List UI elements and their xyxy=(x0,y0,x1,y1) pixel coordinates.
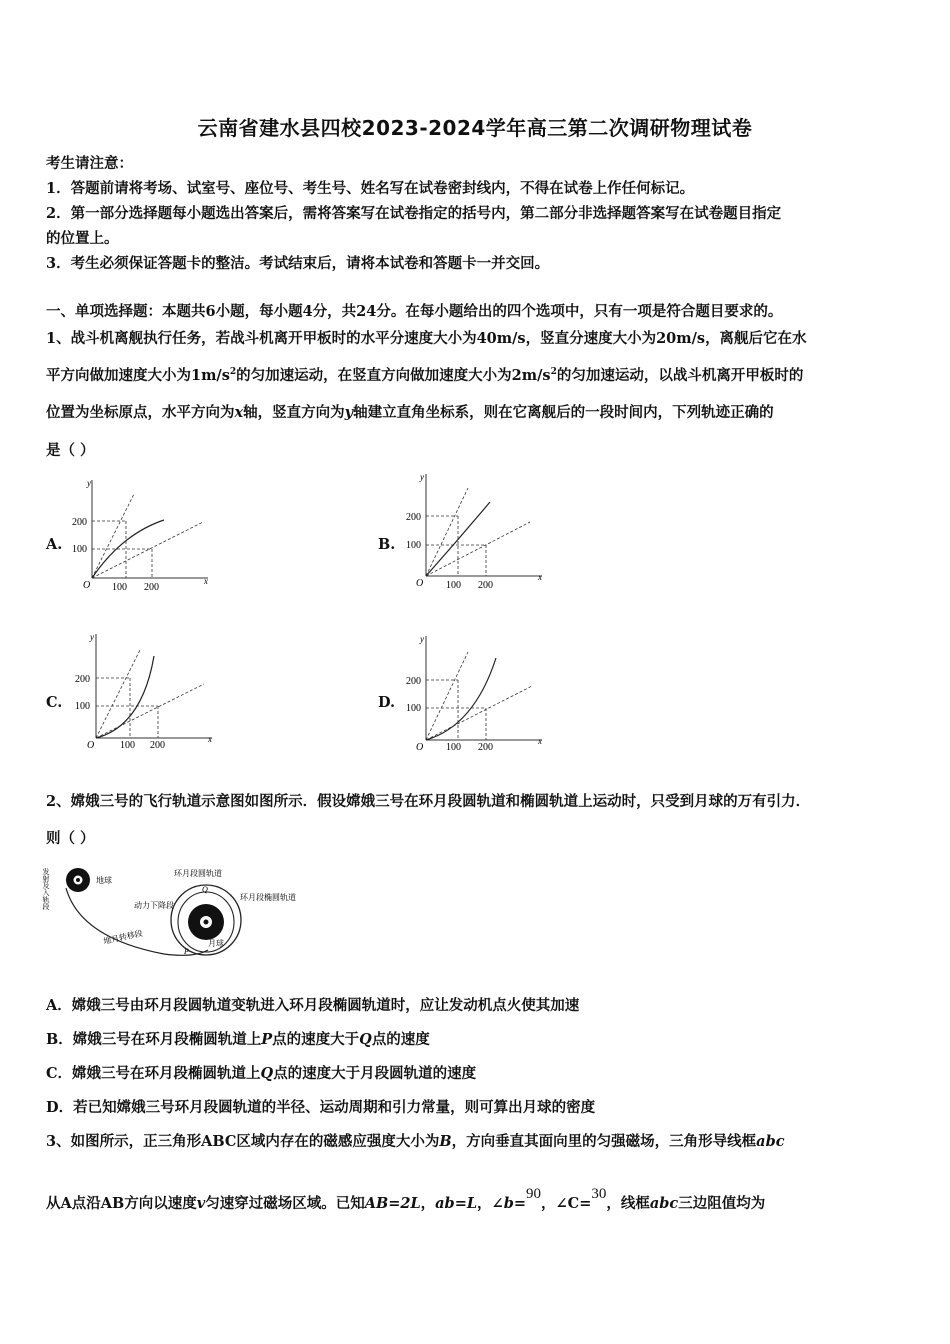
q1-graph-c xyxy=(75,630,218,754)
q2-line-2: 则（ ） xyxy=(46,830,95,847)
x-axis-label: x xyxy=(204,576,208,586)
q1-text: ，竖直分速度大小为 xyxy=(525,330,657,347)
transfer-label: 地月转移段 xyxy=(102,928,144,946)
trajectory-curve xyxy=(96,656,154,738)
x-tick-200: 200 xyxy=(144,582,159,593)
y-tick-100: 100 xyxy=(72,544,87,555)
y-tick-100: 100 xyxy=(406,703,421,714)
q2-option-c xyxy=(46,1062,476,1083)
q1-line-4: 是（ ） xyxy=(46,442,95,459)
origin-label: O xyxy=(416,742,424,753)
q3-text: 匀速穿过磁场区域。已知 xyxy=(205,1195,365,1212)
q3-frame-abc: abc xyxy=(649,1195,679,1212)
y-axis-label: y xyxy=(87,478,91,488)
q2-line-1: 2、嫦娥三号的飞行轨道示意图如图所示．假设嫦娥三号在环月段圆轨道和椭圆轨道上运动时，只受到月球的万有引力． xyxy=(46,793,811,810)
q2-orbit-figure xyxy=(44,858,314,966)
page-title: 云南省建水县四校2023-2024学年高三第二次调研物理试卷 xyxy=(197,116,753,140)
y-tick-100: 100 xyxy=(75,701,90,712)
y-axis-label: y xyxy=(90,632,94,642)
y-tick-200: 200 xyxy=(75,674,90,685)
x-axis-label: x xyxy=(538,736,542,746)
q3-text: ，∠C= xyxy=(541,1195,592,1212)
q1-speed-1: 40m/s xyxy=(476,330,526,347)
y-axis-label: y xyxy=(420,472,424,482)
q1-text: 的匀加速运动，在竖直方向做加速度大小为 xyxy=(236,367,512,384)
q3-field-b: B xyxy=(439,1133,452,1150)
q1-text: 轴，竖直方向为 xyxy=(243,404,345,421)
q3-text: ，线框 xyxy=(606,1195,650,1212)
point-p-label: P xyxy=(184,947,189,956)
trajectory-curve xyxy=(426,502,490,576)
q3-line-1 xyxy=(46,1130,785,1151)
x-tick-100: 100 xyxy=(112,582,127,593)
q1-graph-b xyxy=(408,468,548,592)
q3-text: ，∠ xyxy=(477,1195,504,1212)
q1-speed-2: 20m/s xyxy=(656,330,706,347)
x-tick-200: 200 xyxy=(478,580,493,591)
q1-graph-d xyxy=(408,630,548,754)
q1-option-b-label: B. xyxy=(378,536,396,553)
y-tick-200: 200 xyxy=(406,512,421,523)
q3-text: 从A点沿AB方向以速度 xyxy=(46,1195,197,1212)
q1-accel-2: 2m/s xyxy=(511,367,551,384)
q1-line-1 xyxy=(46,327,807,348)
q1-text: 平方向做加速度大小为 xyxy=(46,367,191,384)
q2-option-b xyxy=(46,1028,430,1049)
section-heading: 一、单项选择题：本题共6小题，每小题4分，共24分。在每小题给出的四个选项中，只有一项是符合题目要求的。 xyxy=(46,303,783,320)
x-axis-label: x xyxy=(538,572,542,582)
q2-point-p: P xyxy=(261,1031,273,1048)
q1-line-3 xyxy=(46,401,774,422)
q1-text: 轴建立直角坐标系，则在它离舰后的一段时间内，下列轨迹正确的 xyxy=(353,404,774,421)
notice-heading: 考生请注意： xyxy=(46,155,133,172)
q2-text: 点的速度大于 xyxy=(272,1031,360,1048)
q1-option-d-label: D. xyxy=(378,694,396,711)
circle-orbit-label: 环月段圆轨道 xyxy=(174,869,222,878)
q3-frame-abc: abc xyxy=(756,1133,785,1150)
q3-text: 3、如图所示，正三角形ABC区域内存在的磁感应强度大小为 xyxy=(46,1133,440,1150)
q2-point-q: Q xyxy=(359,1031,372,1048)
x-tick-100: 100 xyxy=(446,742,461,753)
q3-text: 三边阻值均为 xyxy=(678,1195,766,1212)
q1-superscript: 2 xyxy=(229,367,237,378)
q3-line-2 xyxy=(46,1186,766,1213)
q3-velocity: v xyxy=(196,1195,206,1212)
notice-item-1: 1．答题前请将考场、试室号、座位号、考生号、姓名写在试卷密封线内，不得在试卷上作任何标记。 xyxy=(46,180,695,197)
q3-ab-2l: AB=2L xyxy=(364,1195,421,1212)
q3-text: = xyxy=(513,1195,526,1212)
x-tick-100: 100 xyxy=(120,740,135,751)
q3-ab-l: ab=L xyxy=(435,1195,478,1212)
transfer-orbit xyxy=(66,888,208,955)
q3-angle-b: b xyxy=(503,1195,514,1212)
q2-point-q: Q xyxy=(260,1065,274,1082)
q2-option-d: D．若已知嫦娥三号环月段圆轨道的半径、运动周期和引力常量，则可算出月球的密度 xyxy=(46,1099,596,1116)
ellipse-orbit-label: 环月段椭圆轨道 xyxy=(240,893,296,902)
q1-option-a-label: A. xyxy=(46,536,63,553)
x-tick-200: 200 xyxy=(150,740,165,751)
q2-text: B．嫦娥三号在环月段椭圆轨道上 xyxy=(46,1031,262,1048)
q1-line-2 xyxy=(46,364,803,385)
q2-text: 点的速度大于月段圆轨道的速度 xyxy=(273,1065,477,1082)
q3-angle-90: 90 xyxy=(526,1186,541,1202)
q2-option-a: A．嫦娥三号由环月段圆轨道变轨进入环月段椭圆轨道时，应让发动机点火使其加速 xyxy=(46,997,580,1014)
q1-text: 位置为坐标原点，水平方向为 xyxy=(46,404,235,421)
x-axis-label: x xyxy=(208,734,212,744)
y-tick-100: 100 xyxy=(406,540,421,551)
notice-item-2-cont: 的位置上。 xyxy=(46,230,119,247)
q3-text: ，方向垂直其面向里的匀强磁场，三角形导线框 xyxy=(451,1133,757,1150)
q3-angle-30: 30 xyxy=(591,1186,607,1202)
trajectory-curve xyxy=(426,658,496,740)
descent-label: 动力下降段 xyxy=(134,901,174,910)
notice-item-3: 3．考生必须保证答题卡的整洁。考试结束后，请将本试卷和答题卡一并交回。 xyxy=(46,255,550,272)
notice-item-2: 2．第一部分选择题每小题选出答案后，需将答案写在试卷指定的括号内，第二部分非选择题答案写在试卷题目指定 xyxy=(46,205,782,222)
origin-label: O xyxy=(83,580,91,591)
origin-label: O xyxy=(87,740,95,751)
q1-text: 1、战斗机离舰执行任务，若战斗机离开甲板时的水平分速度大小为 xyxy=(46,330,477,347)
y-tick-200: 200 xyxy=(406,676,421,687)
x-tick-200: 200 xyxy=(478,742,493,753)
y-axis-label: y xyxy=(420,634,424,644)
q1-option-c-label: C. xyxy=(46,694,63,711)
y-tick-200: 200 xyxy=(72,517,87,528)
q2-text: 点的速度 xyxy=(371,1031,430,1048)
q1-accel-1: 1m/s xyxy=(191,367,230,384)
x-tick-100: 100 xyxy=(446,580,461,591)
earth-label: 地球 xyxy=(96,876,112,885)
origin-label: O xyxy=(416,578,424,589)
q1-text: ，离舰后它在水 xyxy=(705,330,807,347)
q1-text: 的匀加速运动，以战斗机离开甲板时的 xyxy=(556,367,804,384)
q1-x-var: x xyxy=(234,404,244,421)
q1-y-var: y xyxy=(344,404,354,421)
q1-superscript: 2 xyxy=(550,367,557,378)
q2-text: C．嫦娥三号在环月段椭圆轨道上 xyxy=(46,1065,261,1082)
q1-graph-a xyxy=(72,474,218,594)
q3-text: ， xyxy=(420,1195,436,1212)
moon-label: 月球 xyxy=(208,939,224,948)
point-q-label: Q xyxy=(202,885,208,894)
launch-label: 发射及入轨段 xyxy=(42,868,50,910)
